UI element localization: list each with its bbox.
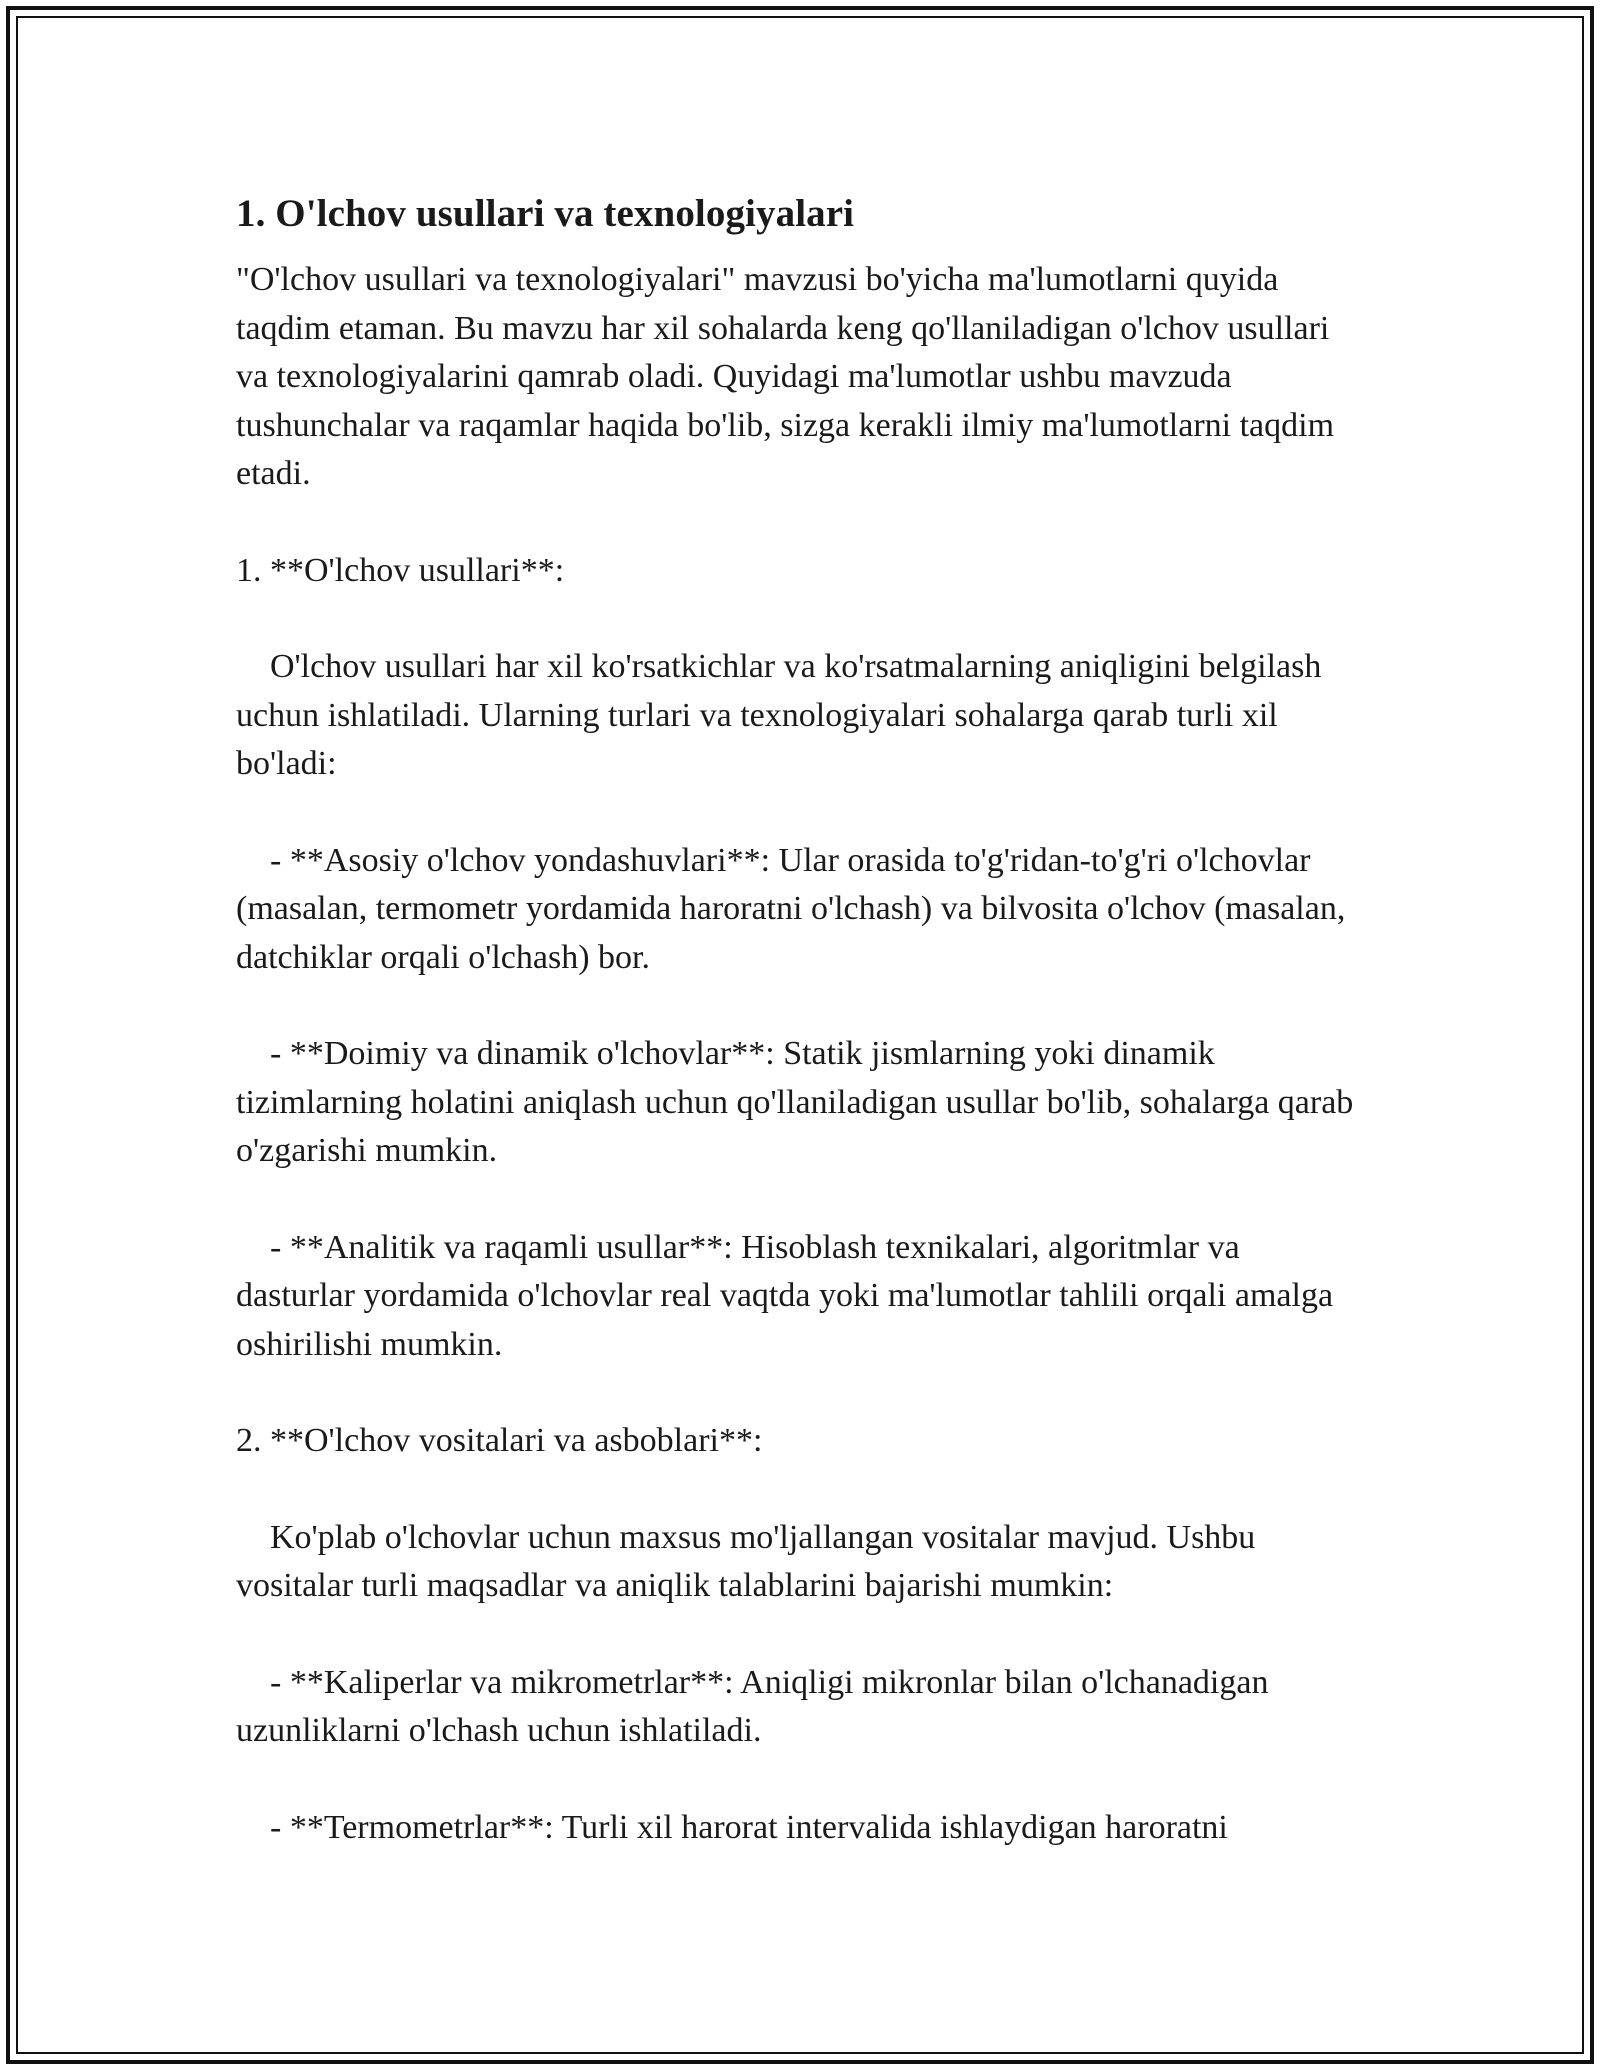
bullet-item: - **Analitik va raqamli usullar**: Hisoblash texnikalari, algoritmlar va dasturlar yordamida o'lchovlar real vaqtda yoki ma'lumotlar tahlili orqali amalga oshirilishi mumkin. (236, 1228, 1342, 1363)
list-item-heading: 2. **O'lchov vositalari va asboblari**: (236, 1422, 763, 1459)
paragraph: Ko'plab o'lchovlar uchun maxsus mo'ljallangan vositalar mavjud. Ushbu vositalar turli maqsadlar va aniqlik talablarini bajarishi mumkin: (236, 1518, 1264, 1604)
document-body (236, 186, 1366, 1852)
section-heading: 1. O'lchov usullari va texnologiyalari (236, 192, 855, 235)
bullet-item: - **Kaliperlar va mikrometrlar**: Aniqligi mikronlar bilan o'lchanadigan uzunliklarni o'lchash uchun ishlatiladi. (236, 1663, 1277, 1749)
bullet-item: - **Termometrlar**: Turli xil harorat intervalida ishlaydigan haroratni (236, 1808, 1228, 1846)
paragraph: O'lchov usullari har xil ko'rsatkichlar va ko'rsatmalarning aniqligini belgilash uchun ishlatiladi. Ularning turlari va texnologiyalari sohalarga qarab turli xil bo'ladi: (236, 648, 1330, 782)
bullet-item: - **Doimiy va dinamik o'lchovlar**: Statik jismlarning yoki dinamik tizimlarning holatini aniqlash uchun qo'llaniladigan usullar bo'lib, sohalarga qarab o'zgarishi mumkin. (236, 1035, 1362, 1169)
intro-paragraph: "O'lchov usullari va texnologiyalari" mavzusi bo'yicha ma'lumotlarni quyida taqdim etaman. Bu mavzu har xil sohalarda keng qo'llaniladigan o'lchov usullari va texnologiyalarini qamrab oladi. Quyidagi ma'lumotlar ushbu mavzuda tushunchalar va raqamlar haqida bo'lib, sizga kerakli ilmiy ma'lumotlarni taqdim etadi. (236, 261, 1343, 492)
list-item-heading: 1. **O'lchov usullari**: (236, 551, 565, 589)
bullet-item: - **Asosiy o'lchov yondashuvlari**: Ular orasida to'g'ridan-to'g'ri o'lchovlar (masalan, termometr yordamida haroratni o'lchash) va bilvosita o'lchov (masalan, datchiklar orqali o'lchash) bor. (236, 841, 1354, 976)
